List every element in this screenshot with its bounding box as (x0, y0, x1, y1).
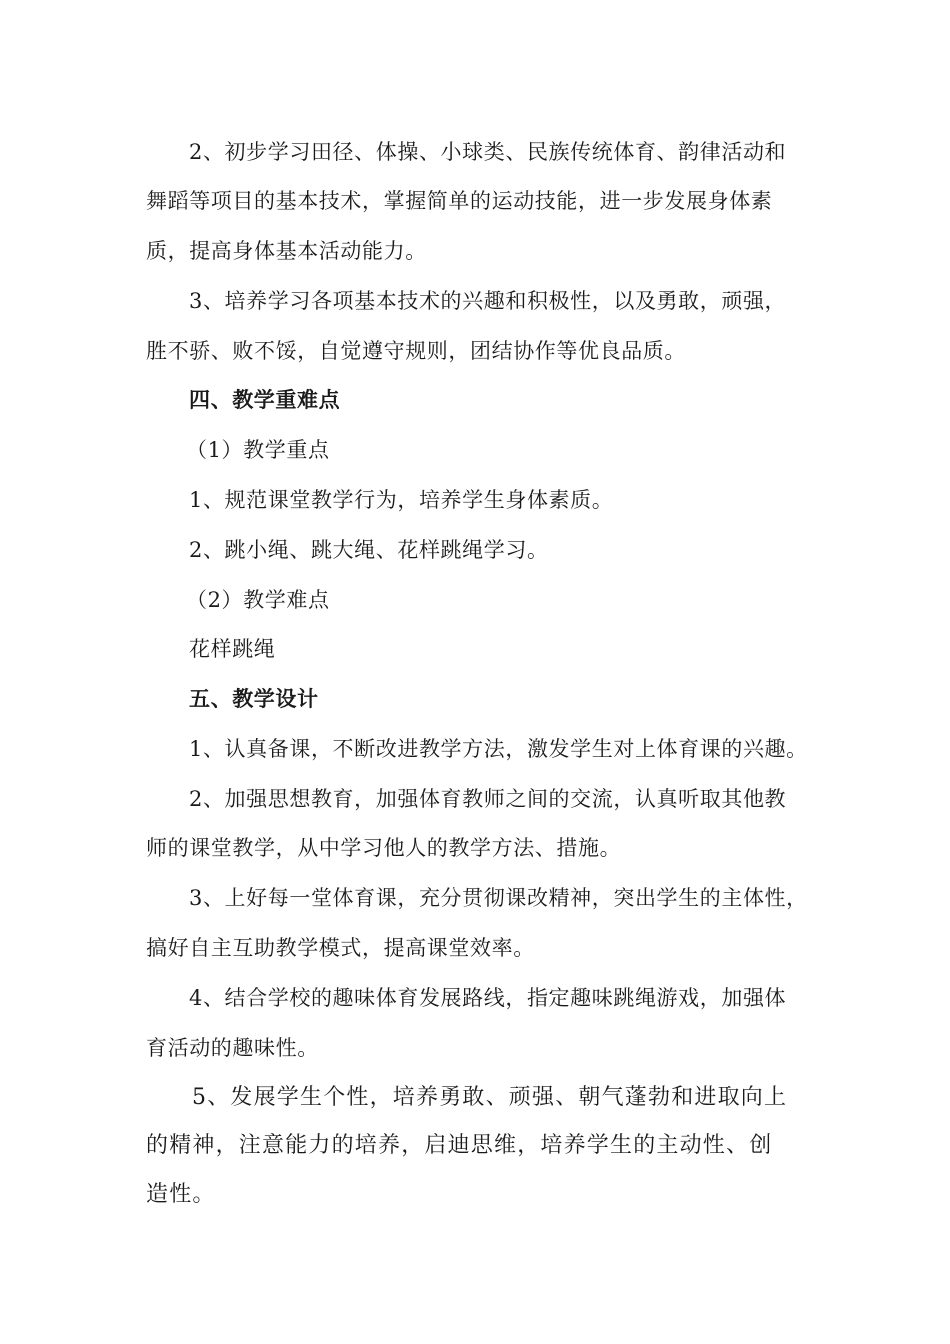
section-heading: 五、教学设计 (189, 686, 319, 711)
paragraph-line: 的精神，注意能力的培养，启迪思维，培养学生的主动性、创 (146, 1133, 773, 1158)
paragraph-line: 搞好自主互助教学模式，提高课堂效率。 (146, 936, 535, 960)
paragraph-line: 2、跳小绳、跳大绳、花样跳绳学习。 (189, 538, 549, 562)
paragraph-line: 造性。 (146, 1182, 216, 1207)
paragraph-line: 4、结合学校的趣味体育发展路线，指定趣味跳绳游戏，加强体 (189, 986, 787, 1010)
section-heading: 四、教学重难点 (189, 387, 341, 412)
paragraph-line: 2、初步学习田径、体操、小球类、民族传统体育、韵律活动和 (189, 140, 787, 164)
paragraph-line: 质，提高身体基本活动能力。 (146, 239, 427, 263)
paragraph-line: 舞蹈等项目的基本技术，掌握简单的运动技能，进一步发展身体素 (146, 189, 773, 213)
paragraph-line: 1、认真备课，不断改进教学方法，激发学生对上体育课的兴趣。 (189, 737, 808, 761)
paragraph-line: 花样跳绳 (189, 637, 276, 661)
paragraph-line: 5、发展学生个性，培养勇敢、顽强、朝气蓬勃和进取向上 (192, 1085, 788, 1110)
paragraph-line: 3、上好每一堂体育课，充分贯彻课改精神，突出学生的主体性， (189, 886, 808, 910)
paragraph-line: 师的课堂教学，从中学习他人的教学方法、措施。 (146, 836, 622, 860)
paragraph-line: 3、培养学习各项基本技术的兴趣和积极性，以及勇敢，顽强， (189, 289, 787, 313)
paragraph-line: 育活动的趣味性。 (146, 1036, 319, 1060)
paragraph-line: 2、加强思想教育，加强体育教师之间的交流，认真听取其他教 (189, 787, 787, 811)
subsection-heading: （2）教学难点 (186, 588, 330, 612)
paragraph-line: 1、规范课堂教学行为，培养学生身体素质。 (189, 488, 614, 512)
subsection-heading: （1）教学重点 (186, 438, 330, 462)
paragraph-line: 胜不骄、败不馁，自觉遵守规则，团结协作等优良品质。 (146, 339, 686, 363)
